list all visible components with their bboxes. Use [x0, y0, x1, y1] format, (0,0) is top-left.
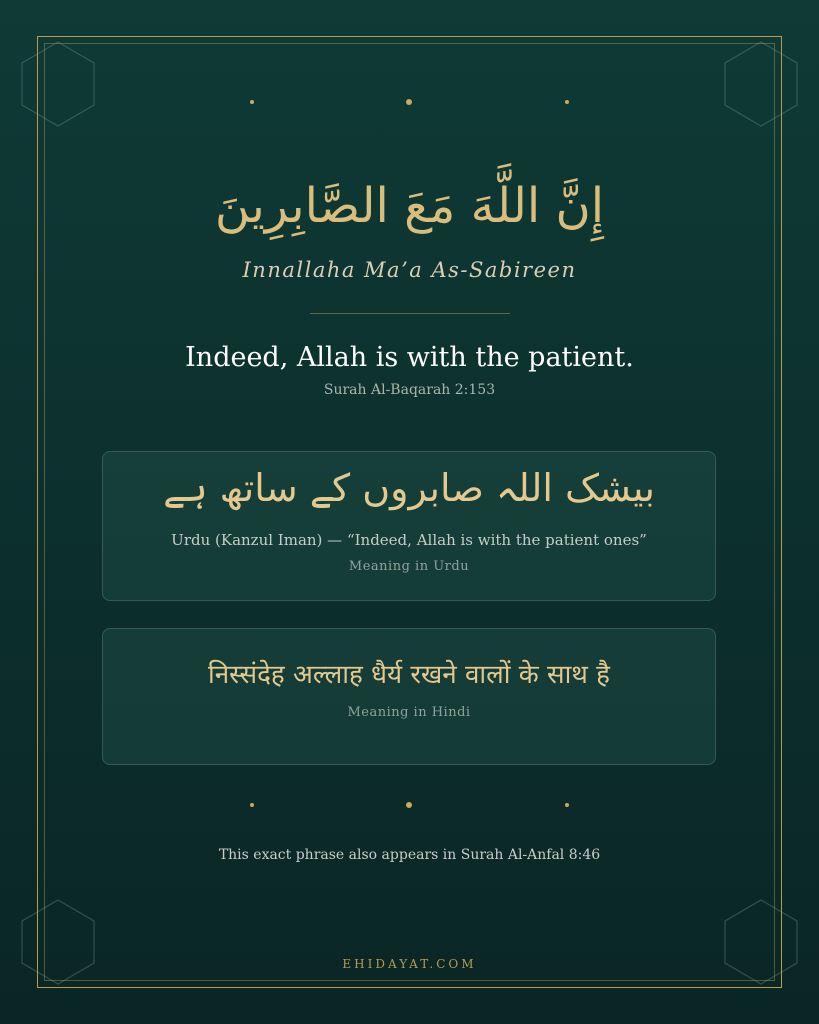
hindi-translation: निस्संदेह अल्लाह धैर्य रखने वालों के साथ है — [208, 660, 610, 690]
hexagon-ornament-icon — [20, 40, 96, 128]
english-translation: Indeed, Allah is with the patient. — [185, 342, 634, 373]
ornament-dot-icon — [250, 803, 254, 807]
website-footer: EHIDAYAT.COM — [342, 957, 477, 971]
urdu-attribution: Urdu (Kanzul Iman) — “Indeed, Allah is with the patient ones” — [171, 531, 647, 549]
ornament-dot-icon — [406, 802, 412, 808]
ornament-dot-icon — [406, 99, 412, 105]
divider — [310, 313, 510, 314]
hexagon-ornament-icon — [723, 898, 799, 986]
verse-reference: Surah Al-Baqarah 2:153 — [323, 382, 496, 398]
ornament-dot-icon — [565, 803, 569, 807]
footnote: This exact phrase also appears in Surah Al-Anfal 8:46 — [218, 847, 601, 863]
urdu-card-label: Meaning in Urdu — [348, 559, 470, 574]
hindi-card-label: Meaning in Hindi — [347, 705, 471, 720]
arabic-phrase: إِنَّ اللَّهَ مَعَ الصَّابِرِينَ — [214, 178, 605, 234]
ornament-dot-icon — [565, 100, 569, 104]
hexagon-ornament-icon — [20, 898, 96, 986]
hindi-meaning-card — [102, 628, 716, 765]
hexagon-ornament-icon — [723, 40, 799, 128]
urdu-meaning-card — [102, 451, 716, 601]
ornament-dot-icon — [250, 100, 254, 104]
urdu-translation: بیشک اللہ صابروں کے ساتھ ہے — [163, 466, 655, 510]
transliteration: Innallaha Ma’a As-Sabireen — [242, 258, 577, 282]
